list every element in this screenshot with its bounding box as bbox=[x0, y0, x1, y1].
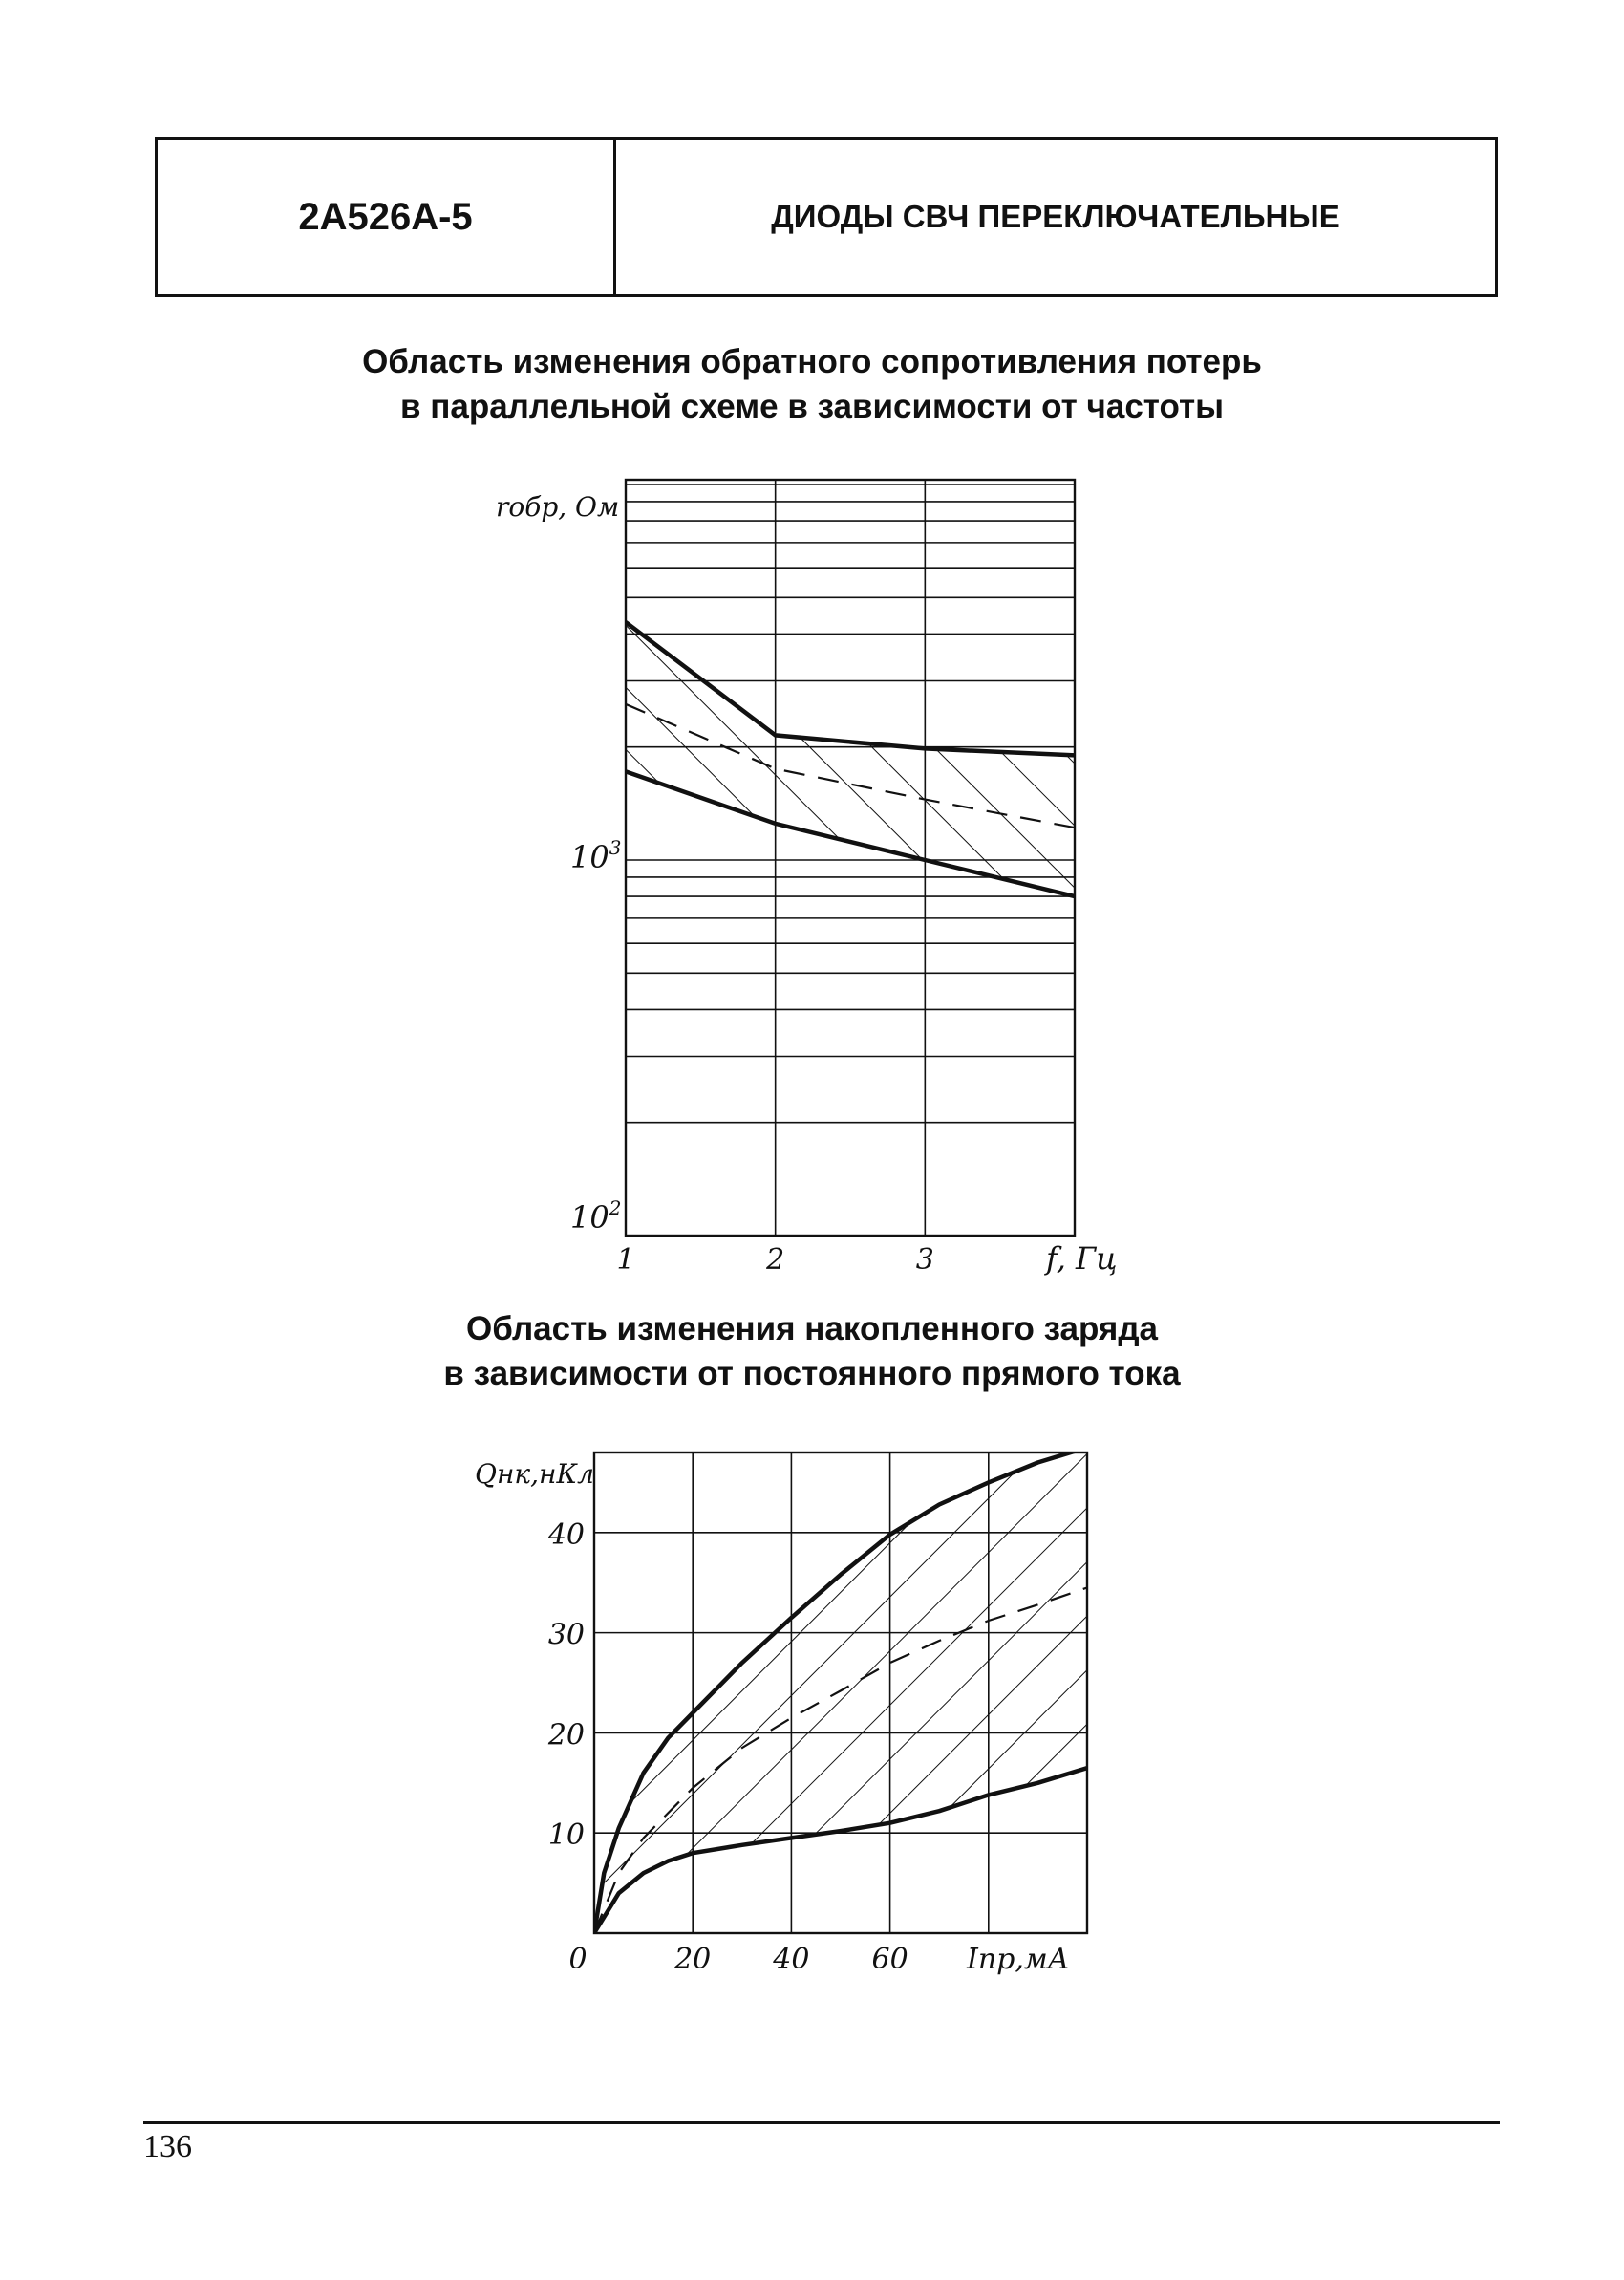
chart2-x-tick-label: 40 bbox=[773, 1943, 810, 1976]
chart1-x-tick-label: 2 bbox=[766, 1243, 785, 1277]
chart2-y-tick-label: 10 bbox=[547, 1818, 585, 1853]
chart2-y-tick-label: 30 bbox=[547, 1618, 585, 1652]
category-title: ДИОДЫ СВЧ ПЕРЕКЛЮЧАТЕЛЬНЫЕ bbox=[771, 199, 1340, 234]
chart2-x-tick-label: 20 bbox=[674, 1943, 712, 1976]
chart2-y-tick-label: 20 bbox=[547, 1718, 585, 1753]
footer-rule bbox=[143, 2121, 1500, 2124]
chart1-x-tick-label: 3 bbox=[915, 1243, 934, 1277]
chart2-plot-area bbox=[594, 1448, 1087, 1933]
chart1-y-tick-base: 10 bbox=[570, 1199, 609, 1236]
chart2-title-line2: в зависимости от постоянного прямого тока bbox=[443, 1355, 1181, 1392]
chart2-y-axis-label: Qнк,нКл bbox=[475, 1458, 594, 1490]
chart1-y-axis-label: rобр, Ом bbox=[496, 491, 620, 523]
chart2-x-tick-label: 60 bbox=[871, 1943, 908, 1976]
chart2-y-tick-label: 40 bbox=[547, 1517, 585, 1552]
chart1-y-tick-base: 10 bbox=[570, 839, 609, 875]
page-number: 136 bbox=[143, 2129, 192, 2164]
part-number: 2А526А-5 bbox=[158, 140, 616, 294]
chart2-x-axis-label: Iпр,мА bbox=[967, 1943, 1070, 1976]
chart1-title-line2: в параллельной схеме в зависимости от частоты bbox=[399, 388, 1225, 425]
chart1-y-tick-exponent: 2 bbox=[609, 1196, 622, 1219]
chart1-y-tick-exponent: 3 bbox=[609, 836, 622, 859]
chart2-title-line1: Область изменения накопленного заряда bbox=[465, 1310, 1159, 1347]
chart1-title-line1: Область изменения обратного сопротивления потерь bbox=[362, 343, 1262, 380]
chart2-x-tick-label: 0 bbox=[568, 1943, 588, 1976]
chart1-x-tick-label: 1 bbox=[616, 1243, 635, 1277]
chart1-x-axis-label: f, Гц bbox=[1046, 1240, 1118, 1277]
